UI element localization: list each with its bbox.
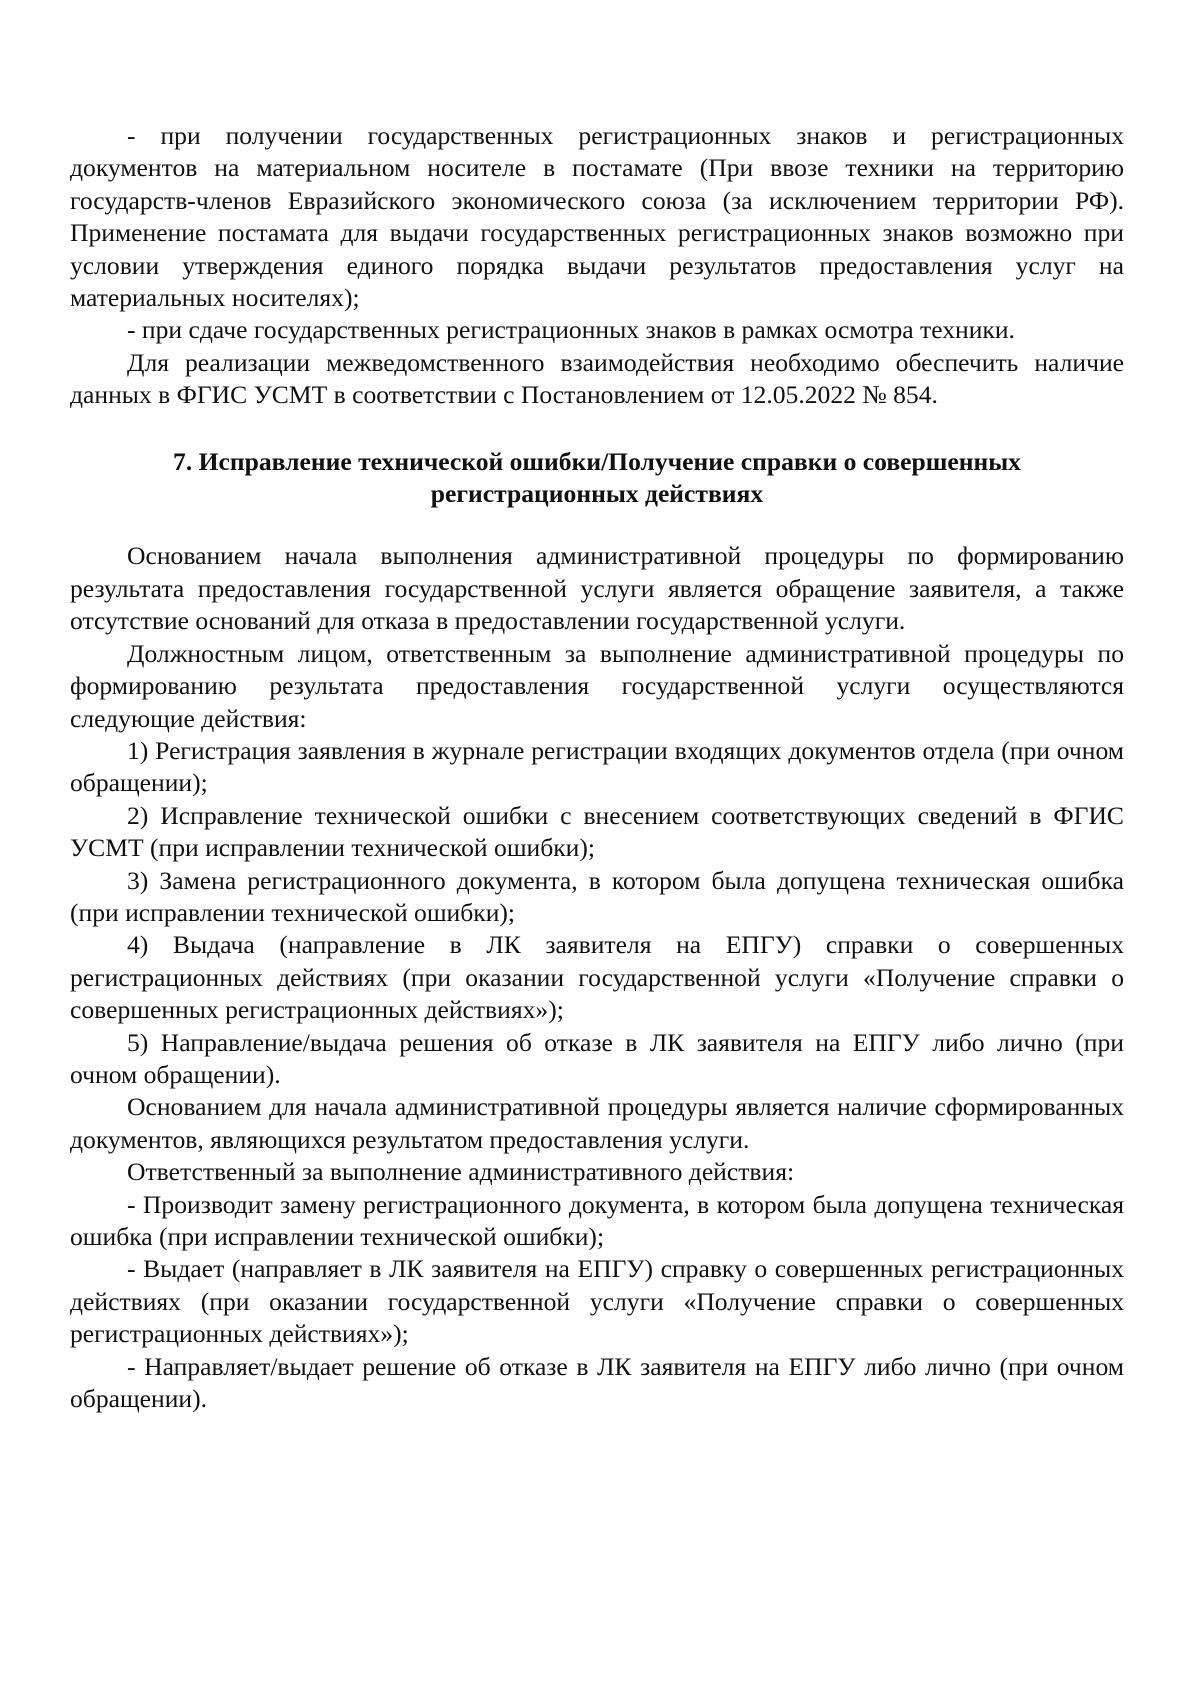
- bullet-refusal-decision: - Направляет/выдает решение об отказе в ЛК заявителя на ЕПГУ либо лично (при очном обращении).: [70, 1351, 1124, 1414]
- paragraph-responsible: Ответственный за выполнение административного действия:: [127, 1157, 795, 1187]
- paragraph-plates-return: - при сдаче государственных регистрационных знаков в рамках осмотра техники.: [127, 315, 1015, 345]
- paragraph-postamat-conditions: - при получении государственных регистрационных знаков и регистрационных документов на материальном носителе в постамате (При ввозе техники на территорию государств-членов Евразийского экономического союза (за исключением территории РФ). Применение постамата для выдачи государственных регистрационных знаков возможно при условии утверждения единого порядка выдачи результатов предоставления услуг на материальных носителях);: [70, 121, 1124, 313]
- bullet-issue-certificate: - Выдает (направляет в ЛК заявителя на ЕПГУ) справку о совершенных регистрационных действиях (при оказании государственной услуги «Получение справки о совершенных регистрационных действиях»);: [70, 1254, 1124, 1349]
- list-item-3: 3) Замена регистрационного документа, в котором была допущена техническая ошибка (при исправлении технической ошибки);: [70, 865, 1124, 927]
- section-heading-line-2: регистрационных действиях: [430, 479, 764, 509]
- list-item-2: 2) Исправление технической ошибки с внесением соответствующих сведений в ФГИС УСМТ (при исправлении технической ошибки);: [70, 800, 1124, 863]
- bullet-replace-document: - Производит замену регистрационного документа, в котором была допущена техническая ошибка (при исправлении технической ошибки);: [70, 1189, 1124, 1251]
- list-item-4: 4) Выдача (направление в ЛК заявителя на ЕПГУ) справки о совершенных регистрационных действиях (при оказании государственной услуги «Получение справки о совершенных регистрационных действиях»);: [70, 930, 1124, 1025]
- section-heading: [70, 446, 1124, 511]
- document-body: [70, 120, 1124, 1415]
- paragraph-basis-procedure: Основанием для начала административной процедуры является наличие сформированных документов, являющихся результатом предоставления услуги.: [70, 1092, 1124, 1154]
- paragraph-basis-start: Основанием начала выполнения административной процедуры по формированию результата предоставления государственной услуги является обращение заявителя, а также отсутствие оснований для отказа в предоставлении государственной услуги.: [70, 541, 1124, 636]
- list-item-1: 1) Регистрация заявления в журнале регистрации входящих документов отдела (при очном обращении);: [70, 735, 1124, 798]
- section-heading-line-1: 7. Исправление технической ошибки/Получение справки о совершенных: [173, 446, 1021, 476]
- paragraph-interagency: Для реализации межведомственного взаимодействия необходимо обеспечить наличие данных в ФГИС УСМТ в соответствии с Постановлением от 12.05.2022 № 854.: [70, 347, 1124, 410]
- paragraph-official-actions: Должностным лицом, ответственным за выполнение административной процедуры по формированию результата предоставления государственной услуги осуществляются следующие действия:: [70, 638, 1124, 733]
- list-item-5: 5) Направление/выдача решения об отказе в ЛК заявителя на ЕПГУ либо лично (при очном обращении).: [70, 1027, 1124, 1089]
